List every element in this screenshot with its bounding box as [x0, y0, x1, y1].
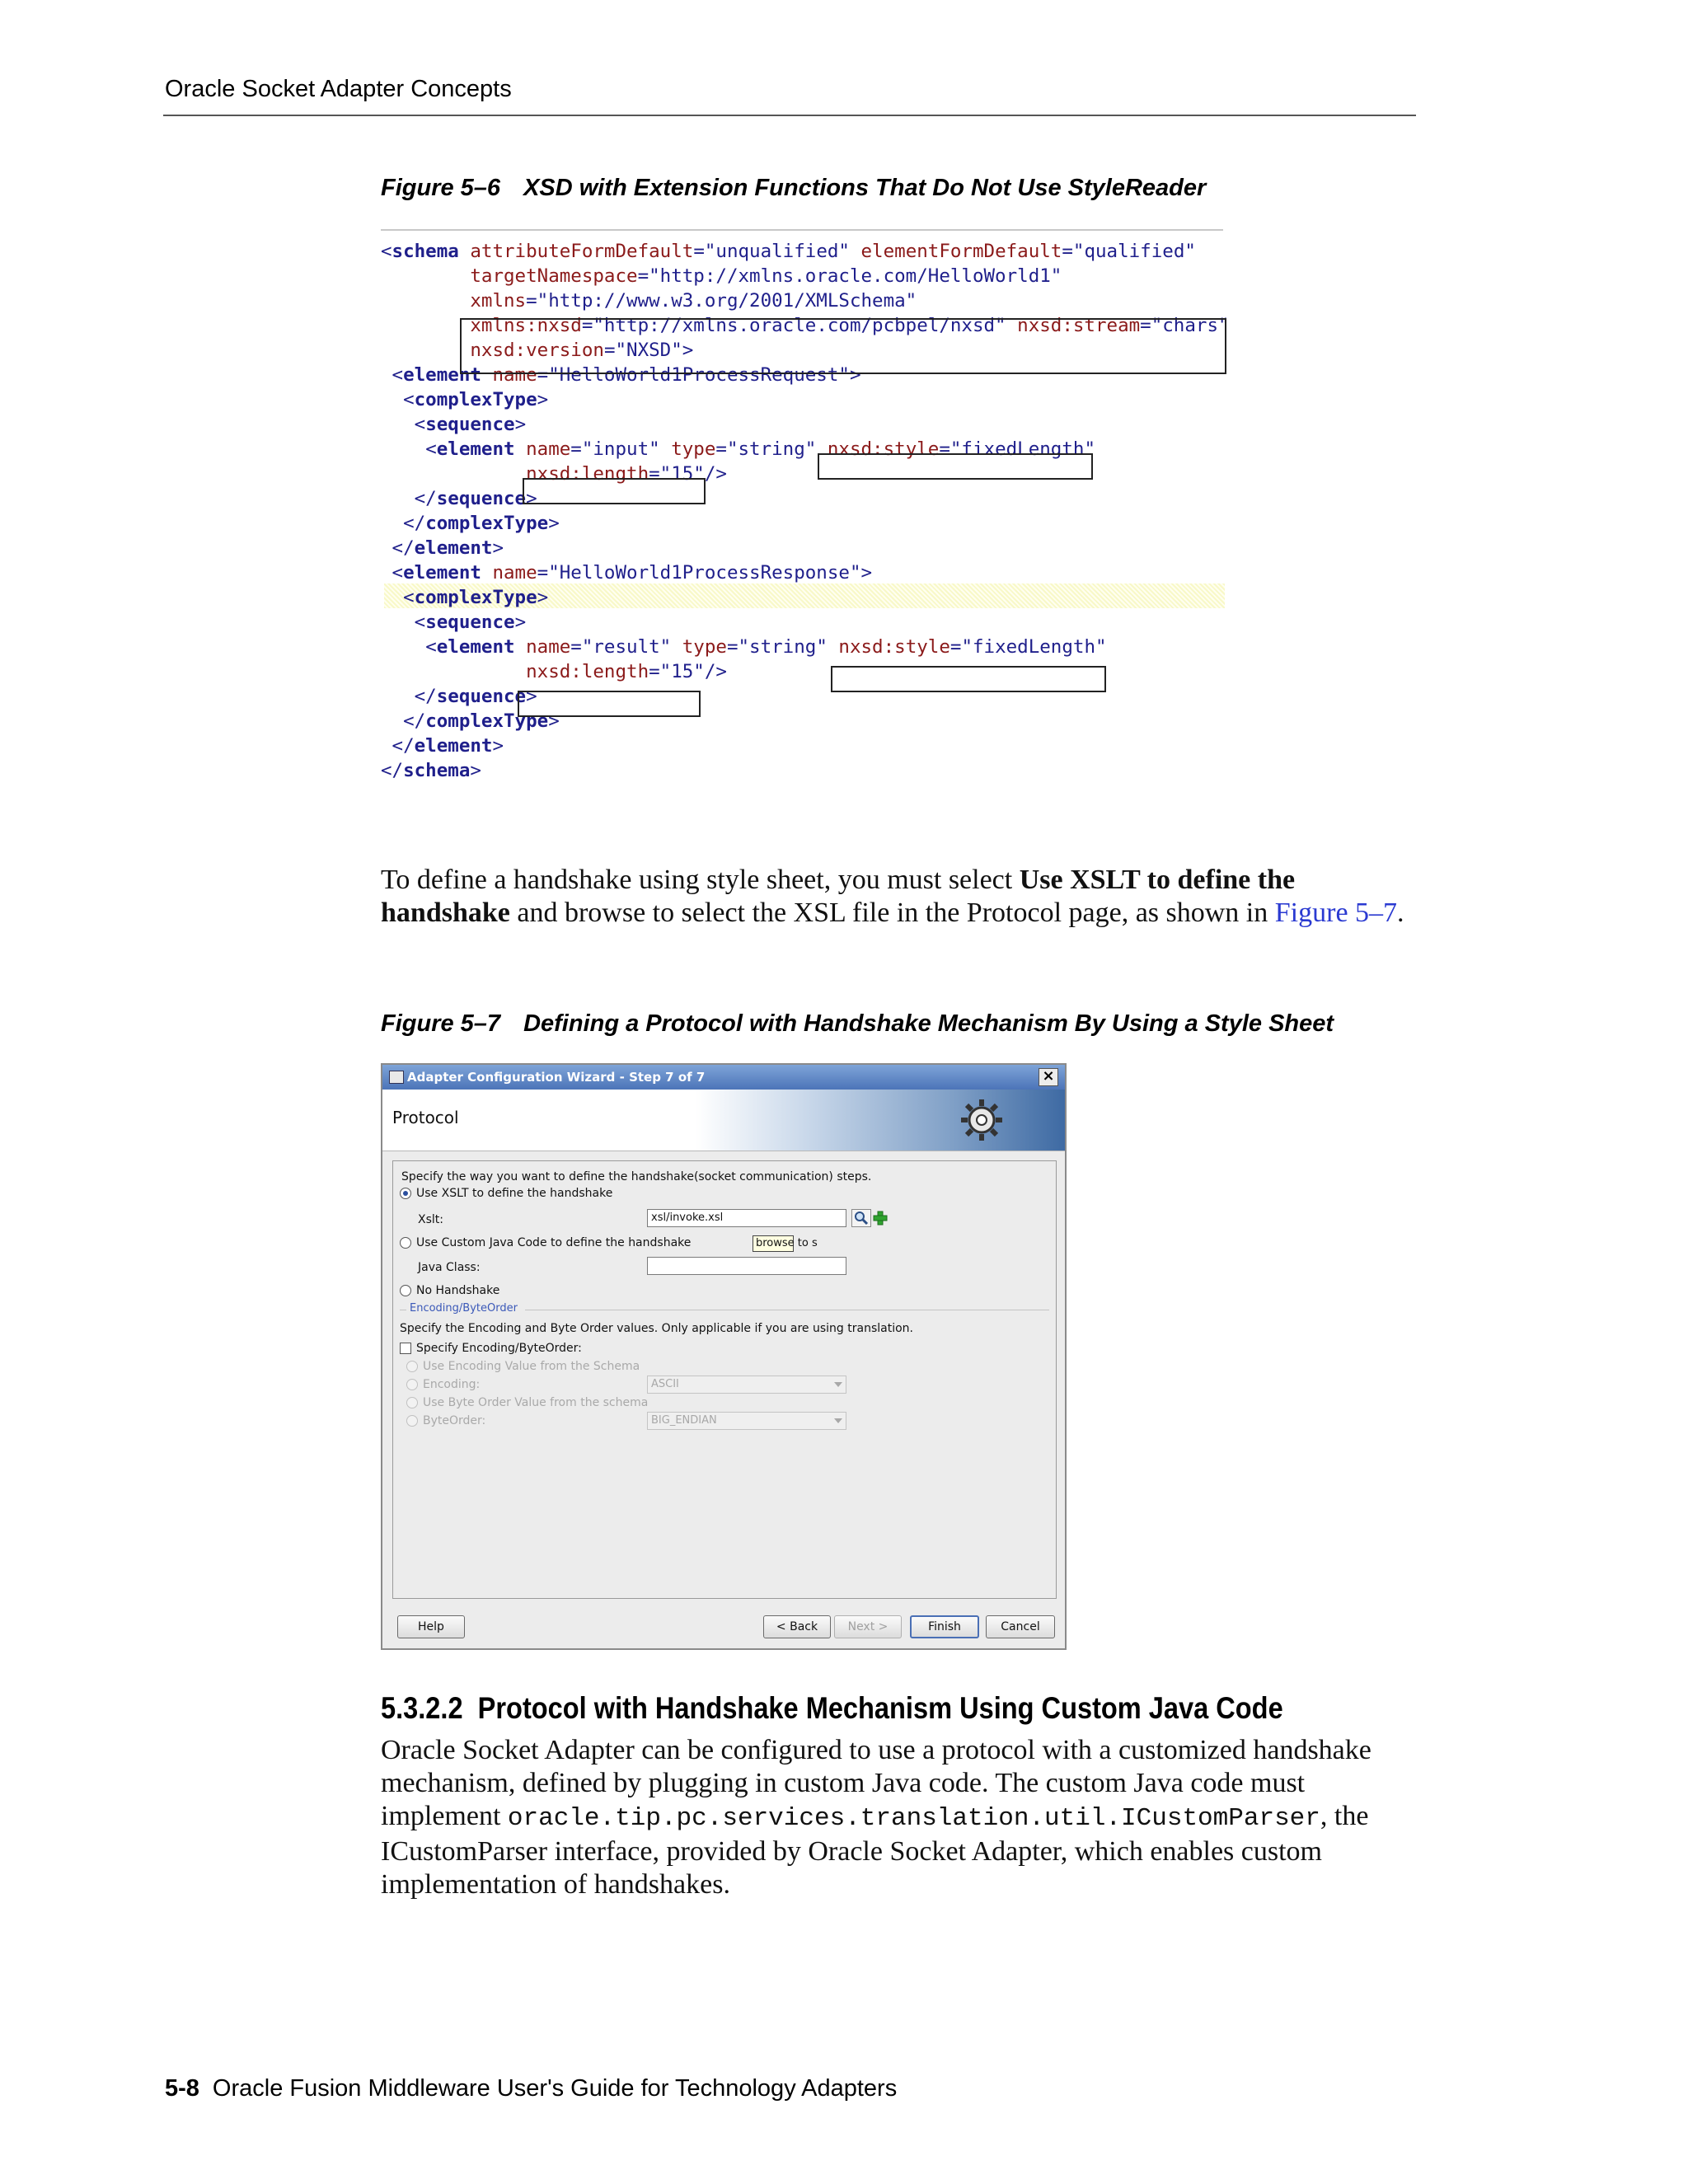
radio-byteorder[interactable] — [406, 1415, 418, 1427]
code-line: </sequence> — [414, 488, 537, 509]
wizard-page-title: Protocol — [392, 1108, 459, 1127]
byteorder-label: ByteOrder: — [423, 1414, 486, 1427]
encoding-select-value: ASCII — [651, 1378, 679, 1390]
code-line: </element> — [392, 537, 504, 559]
specify-encoding-label: Specify Encoding/ByteOrder: — [416, 1342, 582, 1355]
paragraph-handshake-xslt — [381, 864, 1419, 930]
specify-encoding-checkbox[interactable] — [400, 1343, 411, 1354]
section-title: Protocol with Handshake Mechanism Using Custom Java Code — [477, 1691, 1283, 1725]
java-class-label: Java Class: — [418, 1261, 481, 1274]
figure-title: Defining a Protocol with Handshake Mechanism By Using a Style Sheet — [523, 1010, 1334, 1037]
wizard-titlebar — [382, 1065, 1065, 1090]
nxsd-style-box-input — [818, 453, 1093, 480]
nxsd-length-box-input — [523, 478, 706, 504]
search-icon[interactable] — [851, 1209, 871, 1227]
book-title: Oracle Fusion Middleware User's Guide for Technology Adapters — [212, 2075, 898, 2102]
code-line: <schema attributeFormDefault="unqualified" elementFormDefault="qualified" — [381, 241, 1196, 262]
wizard-title: Adapter Configuration Wizard - Step 7 of 7 — [407, 1070, 706, 1085]
encoding-select[interactable] — [647, 1376, 846, 1394]
figure-5-7-link[interactable]: Figure 5–7 — [1274, 898, 1398, 928]
xsd-code-figure — [381, 229, 1230, 831]
code-line: </sequence> — [414, 686, 537, 707]
radio-encoding-from-schema[interactable] — [406, 1361, 418, 1372]
radio-encoding-from-schema-label: Use Encoding Value from the Schema — [423, 1360, 640, 1373]
para1-text-pre: To define a handshake using style sheet, you must select — [381, 865, 1020, 895]
nxsd-namespace-box — [460, 318, 1226, 374]
para2-code-class: oracle.tip.pc.services.translation.util.ICustomParser — [507, 1804, 1320, 1833]
para2-text-pre: Oracle Socket Adapter can be configured to use a protocol with a customized handshake mechanism, defined by plugging in custom Java code. The custom Java code must implement — [381, 1735, 1372, 1831]
gear-icon — [958, 1096, 1006, 1144]
figure-title: XSD with Extension Functions That Do Not Use StyleReader — [523, 175, 1207, 201]
code-line: <element name="HelloWorld1ProcessRequest"> — [392, 364, 861, 386]
page-number: 5-8 — [165, 2075, 199, 2102]
code-figure-rule — [381, 229, 1223, 231]
radio-use-xslt-label: Use XSLT to define the handshake — [416, 1187, 613, 1200]
nxsd-style-box-result — [831, 666, 1106, 692]
wizard-header — [382, 1090, 1065, 1151]
byteorder-select-value: BIG_ENDIAN — [651, 1414, 717, 1427]
wizard-app-icon — [389, 1071, 404, 1084]
running-header: Oracle Socket Adapter Concepts — [165, 76, 512, 102]
paragraph-custom-java — [381, 1734, 1419, 1901]
code-line: xmlns:nxsd="http://xmlns.oracle.com/pcbpel/nxsd" nxsd:stream="chars" — [470, 315, 1230, 336]
code-line: <sequence> — [414, 414, 527, 435]
code-line: </element> — [392, 735, 504, 757]
add-icon[interactable] — [873, 1211, 888, 1226]
encoding-group-label: Encoding/ByteOrder — [410, 1302, 518, 1315]
code-line: xmlns="http://www.w3.org/2001/XMLSchema" — [470, 290, 917, 312]
xslt-label: Xslt: — [418, 1213, 443, 1226]
page-footer — [165, 2075, 897, 2102]
para1-text-mid: and browse to select the XSL file in the Protocol page, as shown in — [509, 898, 1275, 928]
finish-button[interactable]: Finish — [910, 1615, 979, 1638]
figure-number: Figure 5–7 — [381, 1010, 501, 1037]
next-button[interactable]: Next > — [834, 1615, 902, 1638]
help-button[interactable]: Help — [397, 1615, 465, 1638]
radio-no-handshake[interactable] — [400, 1285, 411, 1296]
cancel-button[interactable]: Cancel — [986, 1615, 1055, 1638]
radio-encoding[interactable] — [406, 1379, 418, 1390]
figure-number: Figure 5–6 — [381, 175, 501, 201]
code-line: </complexType> — [403, 710, 560, 732]
code-line: nxsd:version="NXSD"> — [470, 340, 694, 361]
header-rule — [163, 115, 1416, 116]
close-icon[interactable]: × — [1039, 1068, 1058, 1086]
para1-bold-option: Use XSLT to define the handshake — [381, 865, 1296, 928]
encoding-instruction: Specify the Encoding and Byte Order values. Only applicable if you are using translation. — [400, 1322, 913, 1335]
adapter-configuration-wizard — [381, 1063, 1067, 1650]
section-heading — [381, 1691, 1283, 1726]
code-line: <element name="result" type="string" nxsd:style="fixedLength" — [425, 636, 1107, 658]
section-number: 5.3.2.2 — [381, 1691, 463, 1725]
radio-byteorder-from-schema[interactable] — [406, 1397, 418, 1408]
figure-5-6-caption — [381, 175, 1206, 202]
byteorder-select[interactable] — [647, 1412, 846, 1430]
para2-text-post: , the ICustomParser interface, provided by Oracle Socket Adapter, which enables custom implementation of handshakes. — [381, 1801, 1369, 1900]
code-line: <element name="HelloWorld1ProcessResponse"> — [392, 562, 873, 583]
code-line: <complexType> — [403, 587, 549, 608]
nxsd-length-box-result — [518, 691, 701, 717]
back-button[interactable]: < Back — [763, 1615, 831, 1638]
radio-use-xslt[interactable] — [400, 1188, 411, 1199]
code-line: </complexType> — [403, 513, 560, 534]
code-line: nxsd:length="15"/> — [526, 463, 727, 485]
browse-tooltip: browse to s — [753, 1235, 794, 1252]
para1-text-post: . — [1397, 898, 1404, 928]
code-line: nxsd:length="15"/> — [526, 661, 727, 682]
encoding-label: Encoding: — [423, 1378, 481, 1391]
radio-custom-java[interactable] — [400, 1237, 411, 1249]
radio-byteorder-from-schema-label: Use Byte Order Value from the schema — [423, 1396, 649, 1409]
code-line: <element name="input" type="string" nxsd:style="fixedLength" — [425, 438, 1095, 460]
java-class-input[interactable] — [647, 1257, 846, 1275]
code-line: </schema> — [381, 760, 481, 781]
code-line: <complexType> — [403, 389, 549, 410]
figure-5-7-caption — [381, 1010, 1334, 1038]
radio-no-handshake-label: No Handshake — [416, 1284, 500, 1297]
chevron-down-icon — [834, 1418, 842, 1423]
code-line: <sequence> — [414, 612, 527, 633]
xslt-input[interactable]: xsl/invoke.xsl — [647, 1209, 846, 1227]
protocol-panel — [392, 1160, 1057, 1599]
wizard-banner — [696, 1090, 1065, 1151]
handshake-instruction: Specify the way you want to define the handshake(socket communication) steps. — [401, 1170, 872, 1183]
code-line: targetNamespace="http://xmlns.oracle.com/HelloWorld1" — [470, 265, 1062, 287]
radio-custom-java-label: Use Custom Java Code to define the handshake — [416, 1236, 692, 1249]
chevron-down-icon — [834, 1382, 842, 1387]
